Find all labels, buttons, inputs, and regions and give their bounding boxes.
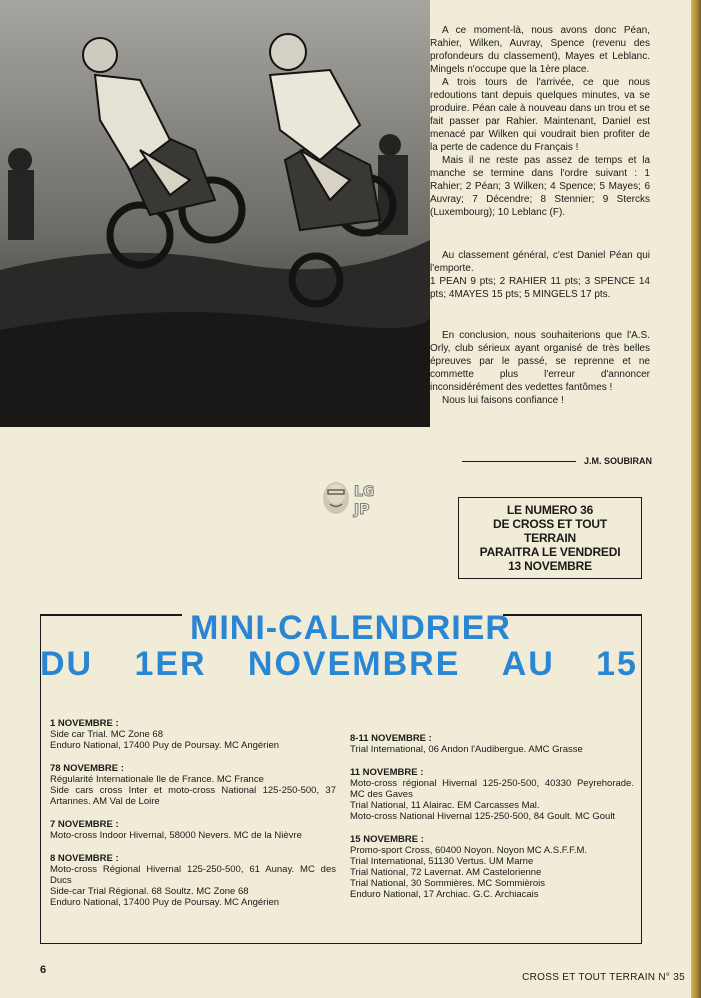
signature-rule bbox=[462, 461, 576, 462]
motocross-illustration bbox=[0, 0, 430, 427]
calendar-entry bbox=[50, 763, 336, 807]
calendar-right-column bbox=[350, 733, 634, 912]
calendar-event: Trial International, 51130 Vertus. UM Marne bbox=[350, 856, 534, 867]
next-issue-notice bbox=[458, 497, 642, 579]
calendar-subtitle-word: NOVEMBRE bbox=[247, 645, 461, 683]
notice-line: PARAITRA LE VENDREDI bbox=[479, 545, 621, 559]
ownership-stamp bbox=[318, 476, 388, 522]
calendar-entry bbox=[50, 853, 336, 908]
article-paragraph: A trois tours de l'arrivée, ce que nous redoutions tant depuis quelques minutes, va se produire. Péan cale à nouveau dans un trou et se fait passer par Rahier. Maintenant, Daniel est menacé par Wilken qui voudrait bien profiter de la perte de cadence du Français ! bbox=[430, 77, 650, 153]
calendar-title: MINI-CALENDRIER bbox=[190, 609, 511, 647]
calendar-event: Side-car Trial Régional. 68 Soultz. MC Zone 68 bbox=[50, 886, 249, 897]
calendar-event: Moto-cross Indoor Hivernal, 58000 Nevers. MC de la Nièvre bbox=[50, 830, 302, 841]
calendar-date: 11 NOVEMBRE : bbox=[350, 767, 424, 778]
calendar-event: Trial National, 72 Lavernat. AM Castelorienne bbox=[350, 867, 542, 878]
page-edge bbox=[691, 0, 701, 998]
article-paragraph: A ce moment-là, nous avons donc Péan, Rahier, Wilken, Auvray, Spence (revenu des profondeurs du classement), Mayes et Leblanc. Mingels n'occupe que la 1ère place. bbox=[430, 25, 650, 75]
calendar-event: Side cars cross Inter et moto-cross National 125-250-500, 37 Artannes. AM Val de Loire bbox=[50, 785, 336, 807]
standings-line: 1 PEAN 9 pts; 2 RAHIER 11 pts; 3 SPENCE 14 pts; 4MAYES 15 pts; 5 MINGELS 17 pts. bbox=[430, 276, 650, 300]
author-name: J.M. SOUBIRAN bbox=[583, 456, 652, 466]
calendar-date: 1 NOVEMBRE : bbox=[50, 718, 119, 729]
calendar-date: 15 NOVEMBRE : bbox=[350, 834, 424, 845]
notice-line: TERRAIN bbox=[524, 531, 576, 545]
calendar-entry bbox=[350, 834, 634, 900]
calendar-event: Trial International, 06 Andon l'Audibergue. AMC Grasse bbox=[350, 744, 583, 755]
article-paragraph: Nous lui faisons confiance ! bbox=[442, 395, 564, 406]
calendar-subtitle-word: AU bbox=[501, 645, 555, 683]
article-paragraph: Au classement général, c'est Daniel Péan qui l'emporte. bbox=[430, 250, 650, 274]
article-paragraph: En conclusion, nous souhaiterions que l'A.S. Orly, club sérieux ayant organisé de très belles épreuves par le passé, se reprenne et ne commette plus l'erreur d'annoncer inconsidérément des vedettes fantômes ! bbox=[430, 330, 650, 393]
calendar-event: Moto-cross National Hivernal 125-250-500, 84 Goult. MC Goult bbox=[350, 811, 616, 822]
calendar-event: Moto-cross régional Hivernal 125-250-500, 40330 Peyrehorade. MC des Gaves bbox=[350, 778, 634, 800]
calendar-entry bbox=[350, 733, 634, 755]
article-paragraph: Mais il ne reste pas assez de temps et la manche se termine dans l'ordre suivant : 1 Rahier; 2 Péan; 3 Wilken; 4 Spence; 5 Mayes; 6 Auvray; 7 Décendre; 8 Stennier; 9 Stercks (Luxembourg); 10 Leblanc (F). bbox=[430, 155, 650, 218]
calendar-date: 7 NOVEMBRE : bbox=[50, 819, 119, 830]
calendar-entry bbox=[350, 767, 634, 822]
notice-line: 13 NOVEMBRE bbox=[508, 559, 592, 573]
calendar-date: 78 NOVEMBRE : bbox=[50, 763, 124, 774]
motocross-photo bbox=[0, 0, 430, 427]
calendar-event: Moto-cross Régional Hivernal 125-250-500, 61 Aunay. MC des Ducs bbox=[50, 864, 336, 886]
calendar-event: Side car Trial. MC Zone 68 bbox=[50, 729, 163, 740]
calendar-event: Régularité Internationale Ile de France. MC France bbox=[50, 774, 264, 785]
article-text bbox=[430, 24, 650, 407]
svg-text:LG: LG bbox=[354, 484, 375, 500]
svg-text:JP: JP bbox=[354, 502, 370, 518]
calendar-subtitle-word: 1ER bbox=[134, 645, 207, 683]
calendar-event: Enduro National, 17400 Puy de Poursay. MC Angérien bbox=[50, 897, 280, 908]
calendar-date: 8-11 NOVEMBRE : bbox=[350, 733, 432, 744]
notice-line: LE NUMERO 36 bbox=[506, 503, 594, 517]
author-signature bbox=[462, 456, 652, 466]
calendar-event: Enduro National, 17400 Puy de Poursay. MC Angérien bbox=[50, 740, 280, 751]
calendar-event: Trial National, 11 Alairac. EM Carcasses Mal. bbox=[350, 800, 540, 811]
calendar-subtitle-word: 15 bbox=[596, 645, 638, 683]
notice-line: DE CROSS ET TOUT bbox=[493, 517, 607, 531]
running-title: CROSS ET TOUT TERRAIN N° 35 bbox=[522, 972, 685, 983]
calendar-entry bbox=[50, 718, 336, 751]
calendar-subtitle bbox=[40, 645, 638, 684]
page-number: 6 bbox=[40, 964, 47, 976]
calendar-event: Enduro National, 17 Archiac. G.C. Archiacais bbox=[350, 889, 539, 900]
calendar-entry bbox=[50, 819, 336, 841]
calendar-left-column bbox=[50, 718, 336, 920]
calendar-event: Promo-sport Cross, 60400 Noyon. Noyon MC A.S.F.F.M. bbox=[350, 845, 588, 856]
calendar-event: Trial National, 30 Sommières. MC Sommièrois bbox=[350, 878, 545, 889]
calendar-subtitle-word: DU bbox=[40, 645, 94, 683]
calendar-date: 8 NOVEMBRE : bbox=[50, 853, 119, 864]
